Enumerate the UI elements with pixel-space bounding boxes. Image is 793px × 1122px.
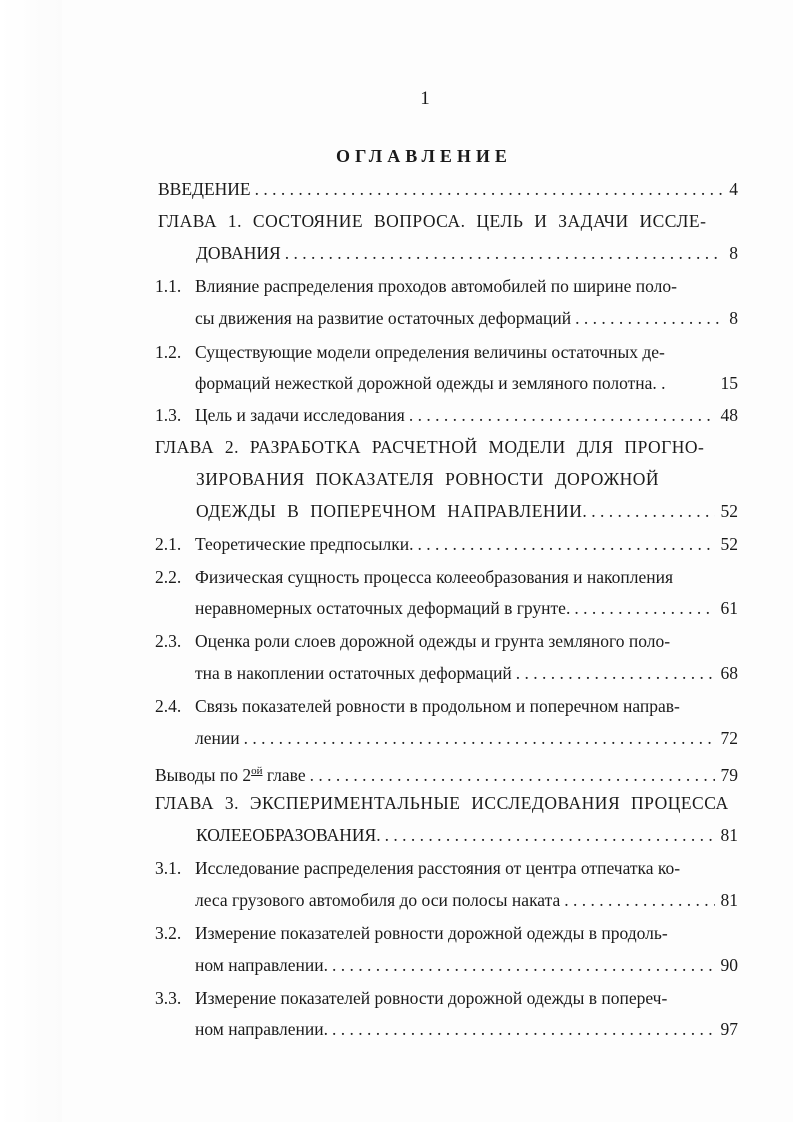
section-text: Цель и задачи исследования bbox=[195, 405, 405, 425]
toc-entry-label: ВВЕДЕНИЕ bbox=[158, 179, 251, 199]
section-text: Измерение показателей ровности дорожной одежды в продоль- bbox=[195, 923, 668, 943]
toc-entry-label: формаций нежесткой дорожной одежды и земляного полотна. . bbox=[195, 373, 666, 393]
section-number: 1.1. bbox=[155, 276, 182, 296]
toc-entry-label: лении bbox=[195, 728, 240, 748]
toc-chapter-2-line-1: ГЛАВА 2. РАЗРАБОТКА РАСЧЕТНОЙ МОДЕЛИ ДЛЯ ПРОГНО- bbox=[155, 437, 705, 457]
section-text: Теоретические предпосылки. bbox=[195, 534, 414, 554]
toc-page-number: 90 bbox=[720, 955, 738, 975]
toc-title: ОГЛАВЛЕНИЕ bbox=[336, 146, 512, 166]
ordinal-suffix: ой bbox=[251, 765, 263, 777]
toc-entry-section-2-3[interactable] bbox=[195, 662, 738, 684]
toc-chapter-2-line-2: ЗИРОВАНИЯ ПОКАЗАТЕЛЯ РОВНОСТИ ДОРОЖНОЙ bbox=[196, 469, 660, 489]
toc-chapter-3-line-1: ГЛАВА 3. ЭКСПЕРИМЕНТАЛЬНЫЕ ИССЛЕДОВАНИЯ ПРОЦЕССА bbox=[155, 793, 729, 813]
leader-dots bbox=[310, 764, 715, 786]
toc-page-number: 97 bbox=[720, 1019, 738, 1039]
toc-page-number: 8 bbox=[729, 308, 738, 328]
section-number: 1.2. bbox=[155, 342, 182, 362]
leader-dots bbox=[385, 824, 715, 846]
leader-dots bbox=[516, 662, 715, 684]
section-number: 2.4. bbox=[155, 696, 182, 716]
toc-entry-chapter-3[interactable] bbox=[196, 824, 738, 846]
scan-margin bbox=[0, 0, 62, 1122]
leader-dots bbox=[332, 954, 714, 976]
toc-page-number: 4 bbox=[729, 179, 738, 199]
section-number: 3.2. bbox=[155, 923, 182, 943]
toc-entry-label: неравномерных остаточных деформаций в грунте. bbox=[195, 598, 571, 618]
toc-page-number: 48 bbox=[720, 405, 738, 425]
section-text: Влияние распределения проходов автомобилей по ширине поло- bbox=[195, 276, 677, 296]
toc-entry-conclusions-2[interactable] bbox=[155, 760, 738, 786]
toc-section-1-1-line-1 bbox=[155, 275, 677, 297]
toc-page-number: 52 bbox=[720, 534, 738, 554]
leader-dots bbox=[417, 533, 714, 555]
toc-page-number: 8 bbox=[729, 243, 738, 263]
toc-entry-section-3-1[interactable] bbox=[195, 889, 738, 911]
section-number: 1.3. bbox=[155, 405, 182, 425]
toc-entry-chapter-1[interactable] bbox=[196, 242, 738, 264]
toc-page-number: 81 bbox=[720, 825, 738, 845]
toc-entry-chapter-2[interactable] bbox=[196, 500, 738, 522]
toc-entry-label: тна в накоплении остаточных деформаций bbox=[195, 663, 512, 683]
toc-section-2-3-line-1 bbox=[155, 630, 670, 652]
leader-dots bbox=[285, 242, 724, 264]
toc-entry-label bbox=[155, 404, 405, 426]
conclusions-suffix: главе bbox=[262, 764, 306, 785]
section-text: Существующие модели определения величины остаточных де- bbox=[195, 342, 665, 362]
toc-section-3-3-line-1 bbox=[155, 987, 667, 1009]
toc-entry-section-3-3[interactable] bbox=[195, 1018, 738, 1040]
toc-entry-label bbox=[155, 760, 306, 786]
toc-entry-section-1-3[interactable] bbox=[155, 404, 738, 426]
leader-dots bbox=[591, 500, 714, 522]
toc-entry-label: ДОВАНИЯ bbox=[196, 243, 281, 263]
page-number: 1 bbox=[420, 88, 430, 109]
section-number: 2.2. bbox=[155, 567, 182, 587]
section-text: Оценка роли слоев дорожной одежды и грунта земляного поло- bbox=[195, 631, 671, 651]
leader-dots bbox=[574, 597, 714, 619]
section-number: 3.1. bbox=[155, 858, 182, 878]
conclusions-prefix: Выводы по 2 bbox=[155, 764, 252, 785]
toc-page-number: 68 bbox=[720, 663, 738, 683]
toc-section-2-4-line-1 bbox=[155, 695, 680, 717]
section-number: 2.3. bbox=[155, 631, 182, 651]
section-number: 2.1. bbox=[155, 534, 182, 554]
section-text: Измерение показателей ровности дорожной одежды в попереч- bbox=[195, 988, 668, 1008]
toc-page-number: 72 bbox=[720, 728, 738, 748]
leader-dots bbox=[332, 1018, 714, 1040]
toc-section-3-1-line-1 bbox=[155, 857, 680, 879]
section-text: Связь показателей ровности в продольном и поперечном направ- bbox=[195, 696, 680, 716]
leader-dots bbox=[409, 404, 715, 426]
toc-page-number: 79 bbox=[720, 764, 738, 785]
section-text: Физическая сущность процесса колееобразования и накопления bbox=[195, 567, 674, 587]
toc-entry-label: сы движения на развитие остаточных деформаций bbox=[195, 308, 572, 328]
toc-entry-label: ном направлении. bbox=[195, 1019, 329, 1039]
section-text: Исследование распределения расстояния от центра отпечатка ко- bbox=[195, 858, 681, 878]
toc-entry-section-1-1[interactable] bbox=[195, 307, 738, 329]
toc-page-number: 81 bbox=[720, 890, 738, 910]
toc-entry-section-3-2[interactable] bbox=[195, 954, 738, 976]
toc-section-1-2-line-1 bbox=[155, 341, 665, 363]
toc-section-3-2-line-1 bbox=[155, 922, 668, 944]
toc-entry-section-2-2[interactable] bbox=[195, 597, 738, 619]
toc-section-2-2-line-1 bbox=[155, 566, 673, 588]
toc-entry-intro[interactable] bbox=[158, 178, 738, 200]
toc-chapter-1-line-1: ГЛАВА 1. СОСТОЯНИЕ ВОПРОСА. ЦЕЛЬ И ЗАДАЧИ ИССЛЕ- bbox=[158, 211, 707, 231]
leader-dots bbox=[244, 727, 715, 749]
toc-entry-label: ном направлении. bbox=[195, 955, 329, 975]
toc-page-number: 61 bbox=[720, 598, 738, 618]
toc-entry-section-1-2[interactable] bbox=[195, 372, 738, 394]
leader-dots bbox=[575, 307, 723, 329]
leader-dots bbox=[255, 178, 724, 200]
toc-page-number: 15 bbox=[720, 373, 738, 393]
toc-entry-label: леса грузового автомобиля до оси полосы наката bbox=[195, 890, 561, 910]
toc-entry-label: КОЛЕЕОБРАЗОВАНИЯ. bbox=[196, 825, 381, 845]
toc-entry-section-2-1[interactable] bbox=[155, 533, 738, 555]
section-number: 3.3. bbox=[155, 988, 182, 1008]
toc-entry-section-2-4[interactable] bbox=[195, 727, 738, 749]
leader-dots bbox=[564, 889, 714, 911]
toc-entry-label bbox=[155, 533, 413, 555]
toc-entry-label: ОДЕЖДЫ В ПОПЕРЕЧНОМ НАПРАВЛЕНИИ. bbox=[196, 501, 588, 521]
toc-page-number: 52 bbox=[720, 501, 738, 521]
